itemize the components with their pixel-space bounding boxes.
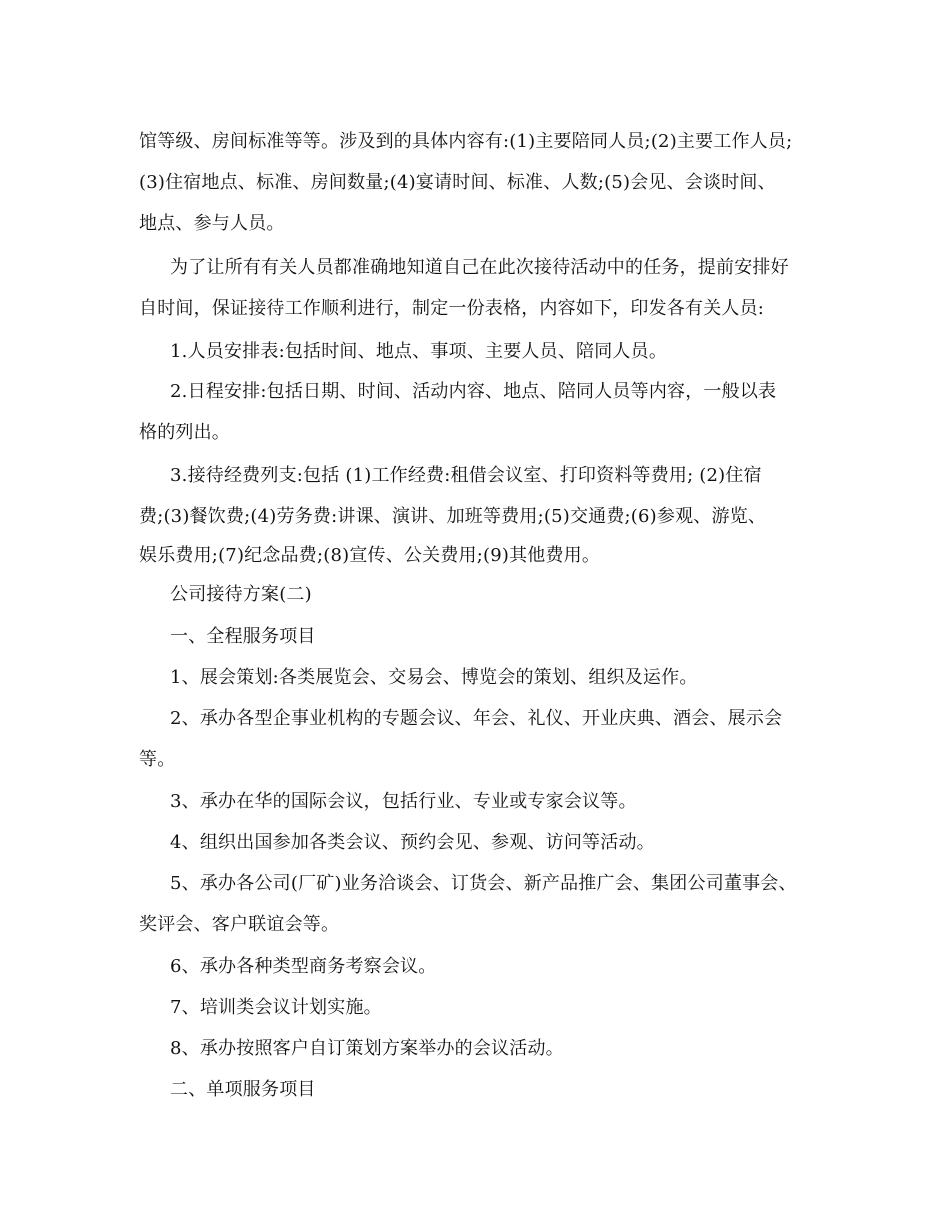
list-item: 4、组织出国参加各类会议、预约会见、参观、访问等活动。 xyxy=(170,832,655,853)
list-item: 3.接待经费列支:包括 (1)工作经费:租借会议室、打印资料等费用; (2)住宿 xyxy=(170,465,762,486)
paragraph-line: 奖评会、客户联谊会等。 xyxy=(139,914,340,935)
list-item: 8、承办按照客户自订策划方案举办的会议活动。 xyxy=(170,1038,564,1059)
list-item: 3、承办在华的国际会议，包括行业、专业或专家会议等。 xyxy=(170,791,637,812)
paragraph-line: 自时间，保证接待工作顺利进行，制定一份表格，内容如下，印发各有关人员: xyxy=(139,298,765,319)
list-item: 5、承办各公司(厂矿)业务洽谈会、订货会、新产品推广会、集团公司董事会、 xyxy=(170,873,797,894)
list-item: 1.人员安排表:包括时间、地点、事项、主要人员、陪同人员。 xyxy=(170,341,668,362)
list-item: 6、承办各种类型商务考察会议。 xyxy=(170,956,437,977)
list-item: 7、培训类会议计划实施。 xyxy=(170,997,382,1018)
list-item: 2.日程安排:包括日期、时间、活动内容、地点、陪同人员等内容，一般以表 xyxy=(170,381,777,402)
section-heading: 二、单项服务项目 xyxy=(170,1079,316,1100)
paragraph-line: 为了让所有有关人员都准确地知道自己在此次接待活动中的任务，提前安排好 xyxy=(170,257,789,278)
paragraph-line: 地点、参与人员。 xyxy=(139,213,285,234)
paragraph-line: 等。 xyxy=(139,749,176,770)
section-heading: 一、全程服务项目 xyxy=(170,626,316,647)
paragraph-line: 费;(3)餐饮费;(4)劳务费:讲课、演讲、加班等费用;(5)交通费;(6)参观、游览、 xyxy=(139,506,767,527)
paragraph-line: 馆等级、房间标准等等。涉及到的具体内容有:(1)主要陪同人员;(2)主要工作人员; xyxy=(139,131,793,152)
paragraph-line: 娱乐费用;(7)纪念品费;(8)宣传、公关费用;(9)其他费用。 xyxy=(139,545,601,566)
paragraph-line: (3)住宿地点、标准、房间数量;(4)宴请时间、标准、人数;(5)会见、会谈时间、 xyxy=(139,172,776,193)
list-item: 1、展会策划:各类展览会、交易会、博览会的策划、组织及运作。 xyxy=(170,667,698,688)
list-item: 2、承办各型企事业机构的专题会议、年会、礼仪、开业庆典、酒会、展示会 xyxy=(170,708,783,729)
paragraph-line: 格的列出。 xyxy=(139,422,230,443)
section-heading: 公司接待方案(二) xyxy=(170,584,312,605)
